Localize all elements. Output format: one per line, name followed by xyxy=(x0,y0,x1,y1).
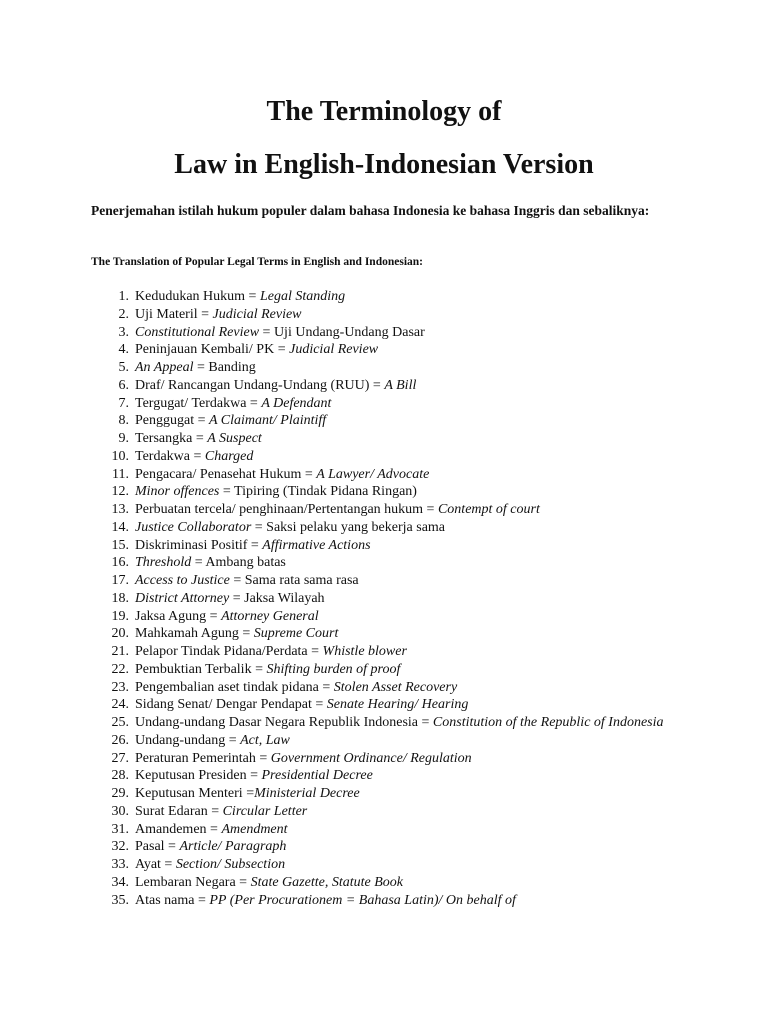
term-english: A Defendant xyxy=(261,395,332,411)
term-english: Constitution of the Republic of Indonesia xyxy=(432,715,664,730)
term-text: = Jaksa Wilayah xyxy=(229,590,325,606)
term-number: 19. xyxy=(111,608,129,624)
term-item xyxy=(91,519,671,537)
term-item xyxy=(91,377,671,395)
term-item xyxy=(91,341,671,359)
term-item xyxy=(91,803,671,821)
term-english: Legal Standing xyxy=(259,289,346,304)
term-text: Mahkamah Agung = xyxy=(135,626,254,642)
intro-paragraph: Penerjemahan istilah hukum populer dalam bahasa Indonesia ke bahasa Inggris dan sebaliknya: xyxy=(91,203,650,218)
terms-list xyxy=(91,288,671,909)
term-text: Undang-undang = xyxy=(135,732,241,748)
term-text: Keputusan Presiden = xyxy=(135,768,262,784)
term-number: 22. xyxy=(111,661,129,677)
term-english: Article/ Paragraph xyxy=(179,839,287,855)
term-english: Stolen Asset Recovery xyxy=(333,679,458,695)
term-text: Pasal = xyxy=(135,839,180,855)
term-number: 35. xyxy=(111,892,129,908)
term-item xyxy=(91,750,671,768)
term-english: Constitutional Review xyxy=(135,324,260,340)
term-english: A Suspect xyxy=(207,431,262,446)
term-number: 28. xyxy=(111,768,129,784)
term-text: Pembuktian Terbalik = xyxy=(135,661,267,677)
term-text: Peninjauan Kembali/ PK = xyxy=(135,342,290,358)
term-text: Lembaran Negara = xyxy=(135,874,251,890)
term-item xyxy=(91,767,671,785)
term-number: 26. xyxy=(111,732,129,748)
term-text: Jaksa Agung = xyxy=(135,608,222,624)
term-number: 14. xyxy=(111,519,129,535)
term-item xyxy=(91,572,671,590)
term-text: Kedudukan Hukum = xyxy=(135,289,260,304)
term-item xyxy=(91,856,671,874)
term-number: 9. xyxy=(118,431,129,446)
term-number: 30. xyxy=(111,803,129,819)
term-text: Sidang Senat/ Dengar Pendapat = xyxy=(135,697,327,713)
document-title-line-2: Law in English-Indonesian Version xyxy=(174,149,594,180)
term-english: Justice Collaborator xyxy=(135,519,252,535)
term-item xyxy=(91,554,671,572)
term-item xyxy=(91,448,671,466)
term-english: Shifting burden of proof xyxy=(266,661,401,677)
term-english: Government Ordinance/ Regulation xyxy=(270,750,472,766)
term-item xyxy=(91,625,671,643)
term-item xyxy=(91,838,671,856)
term-number: 20. xyxy=(111,626,129,642)
term-item xyxy=(91,608,671,626)
term-text: = Banding xyxy=(193,360,256,375)
term-item xyxy=(91,892,671,910)
term-number: 15. xyxy=(111,537,129,553)
term-number: 11. xyxy=(112,466,129,482)
term-text: Undang-undang Dasar Negara Republik Indonesia = xyxy=(135,715,433,730)
term-item xyxy=(91,679,671,697)
term-number: 12. xyxy=(111,484,129,500)
term-text: Terdakwa = xyxy=(135,448,205,464)
term-item xyxy=(91,696,671,714)
term-number: 18. xyxy=(111,590,129,606)
term-english: Access to Justice xyxy=(135,573,230,588)
term-text: Pengacara/ Penasehat Hukum = xyxy=(135,466,317,482)
term-text: Surat Edaran = xyxy=(135,803,223,819)
term-number: 27. xyxy=(111,750,129,766)
term-english: Minor offences xyxy=(135,484,220,500)
term-english: Contempt of court xyxy=(437,502,540,517)
term-number: 6. xyxy=(118,377,129,393)
term-english: Charged xyxy=(204,448,254,464)
term-number: 17. xyxy=(111,573,129,588)
term-text: Draf/ Rancangan Undang-Undang (RUU) = xyxy=(135,377,385,393)
term-number: 5. xyxy=(118,360,129,375)
term-english: Threshold xyxy=(135,555,192,571)
term-text: Keputusan Menteri = xyxy=(135,786,255,801)
term-item xyxy=(91,288,671,306)
term-text: Tergugat/ Terdakwa = xyxy=(135,395,262,411)
term-item xyxy=(91,821,671,839)
term-item xyxy=(91,785,671,803)
term-item xyxy=(91,483,671,501)
term-item xyxy=(91,359,671,377)
term-number: 25. xyxy=(111,715,129,730)
term-english: Whistle blower xyxy=(322,644,407,659)
term-text: Pelapor Tindak Pidana/Perdata = xyxy=(135,644,323,659)
term-item xyxy=(91,395,671,413)
term-text: Uji Materil = xyxy=(135,306,213,322)
term-number: 1. xyxy=(118,289,129,304)
term-number: 8. xyxy=(118,413,129,429)
term-item xyxy=(91,714,671,732)
term-item xyxy=(91,412,671,430)
term-item xyxy=(91,643,671,661)
term-english: Section/ Subsection xyxy=(175,857,286,872)
term-number: 21. xyxy=(111,644,129,659)
term-number: 10. xyxy=(111,448,129,464)
term-english: Circular Letter xyxy=(222,803,308,819)
term-english: Affirmative Actions xyxy=(262,537,371,553)
term-english: An Appeal xyxy=(135,360,194,375)
term-text: = Saksi pelaku yang bekerja sama xyxy=(251,519,446,535)
term-english: PP (Per Procurationem = Bahasa Latin)/ On behalf of xyxy=(209,892,516,908)
term-english: A Lawyer/ Advocate xyxy=(316,466,430,482)
term-english: Presidential Decree xyxy=(261,768,373,784)
term-text: Penggugat = xyxy=(135,413,209,429)
term-english: Amendment xyxy=(221,821,288,837)
term-english: Supreme Court xyxy=(253,626,339,642)
term-number: 13. xyxy=(111,502,129,517)
term-english: A Bill xyxy=(384,377,417,393)
term-number: 23. xyxy=(111,679,129,695)
term-english: Act, Law xyxy=(240,732,290,748)
term-number: 2. xyxy=(118,306,129,322)
term-number: 33. xyxy=(111,857,129,872)
term-text: Amandemen = xyxy=(135,821,222,837)
document-title-line-1: The Terminology of xyxy=(266,96,502,127)
term-number: 16. xyxy=(111,555,129,571)
term-item xyxy=(91,306,671,324)
term-english: District Attorney xyxy=(135,590,230,606)
term-text: Ayat = xyxy=(135,857,176,872)
term-english: Senate Hearing/ Hearing xyxy=(326,697,469,713)
term-item xyxy=(91,874,671,892)
term-text: Atas nama = xyxy=(135,892,210,908)
term-text: = Ambang batas xyxy=(191,555,286,571)
term-text: Diskriminasi Positif = xyxy=(135,537,263,553)
term-item xyxy=(91,466,671,484)
term-number: 7. xyxy=(118,395,129,411)
term-text: Tersangka = xyxy=(135,431,208,446)
term-english: Judicial Review xyxy=(212,306,302,322)
term-item xyxy=(91,430,671,448)
term-item xyxy=(91,661,671,679)
term-text: Perbuatan tercela/ penghinaan/Pertentangan hukum = xyxy=(135,502,438,517)
term-english: State Gazette, Statute Book xyxy=(250,874,403,890)
term-text: Peraturan Pemerintah = xyxy=(135,750,271,766)
term-english: Judicial Review xyxy=(289,342,379,358)
term-english: Attorney General xyxy=(221,608,319,624)
term-text: Pengembalian aset tindak pidana = xyxy=(135,679,334,695)
term-number: 24. xyxy=(111,697,129,713)
term-item xyxy=(91,732,671,750)
term-number: 31. xyxy=(111,821,129,837)
term-number: 34. xyxy=(111,874,129,890)
terms-subheading: The Translation of Popular Legal Terms in English and Indonesian: xyxy=(91,256,423,268)
term-english: Ministerial Decree xyxy=(254,786,360,801)
term-text: = Tipiring (Tindak Pidana Ringan) xyxy=(219,484,417,500)
term-text: = Sama rata sama rasa xyxy=(229,573,359,588)
term-english: A Claimant/ Plaintiff xyxy=(209,413,327,429)
term-number: 3. xyxy=(118,324,129,340)
term-number: 4. xyxy=(118,342,129,358)
term-number: 29. xyxy=(111,786,129,801)
term-item xyxy=(91,324,671,342)
term-number: 32. xyxy=(111,839,129,855)
term-text: = Uji Undang-Undang Dasar xyxy=(259,324,425,340)
term-item xyxy=(91,537,671,555)
term-item xyxy=(91,590,671,608)
term-item xyxy=(91,501,671,519)
